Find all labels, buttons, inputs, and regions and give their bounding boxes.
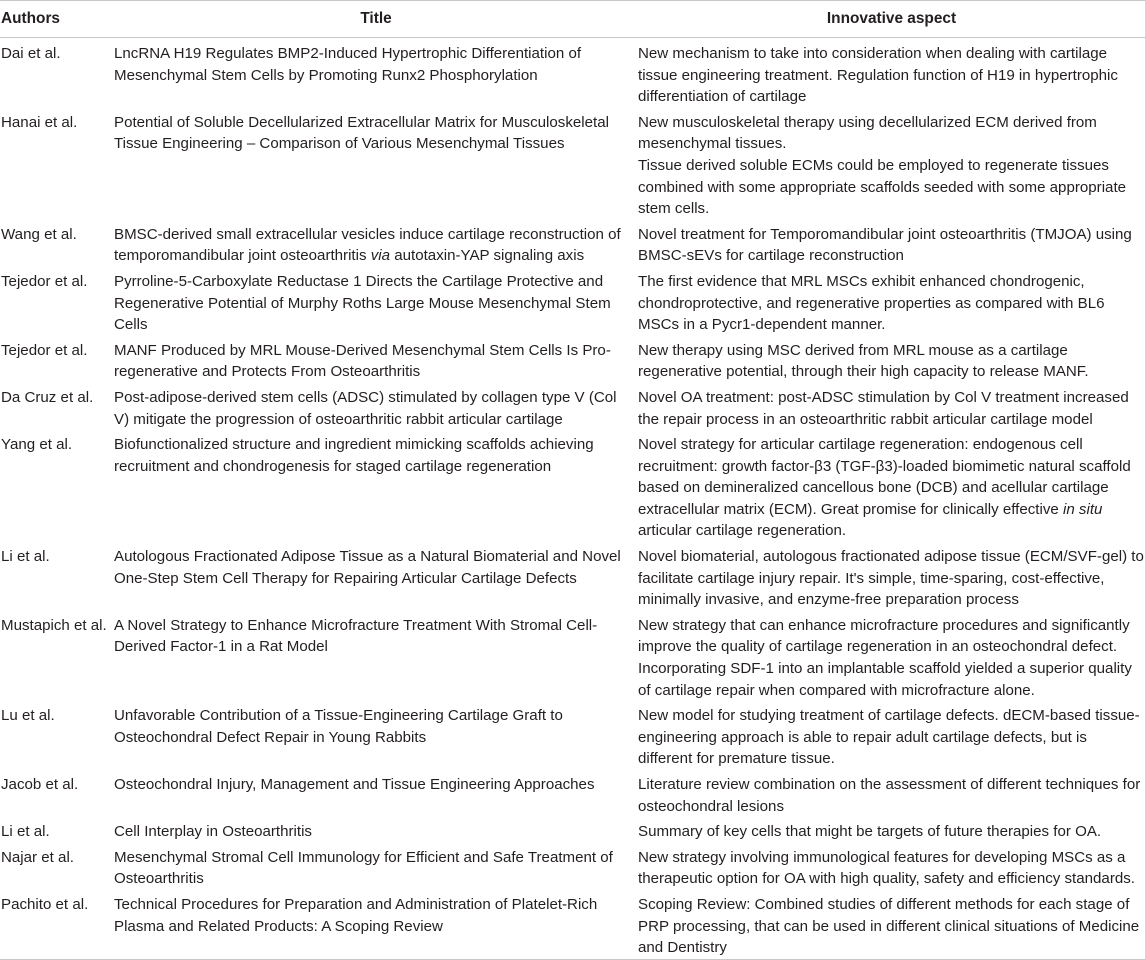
authors-header: Authors — [0, 1, 114, 38]
authors-cell: Li et al. — [1, 548, 50, 566]
title-text: BMSC-derived small extracellular vesicles induce cartilage reconstruction of temporomandibular joint osteoarthritis — [114, 225, 621, 265]
title-cell: Potential of Soluble Decellularized Extracellular Matrix for Musculoskeletal Tissue Engineering – Comparison of Various Mesenchymal Tissues — [114, 113, 609, 153]
innovative-cell: New therapy using MSC derived from MRL mouse as a cartilage regenerative potential, through their high capacity to release MANF. — [638, 341, 1089, 381]
title-cell: Mesenchymal Stromal Cell Immunology for Efficient and Safe Treatment of Osteoarthritis — [114, 848, 613, 888]
title-cell: MANF Produced by MRL Mouse-Derived Mesenchymal Stem Cells Is Pro-regenerative and Protects From Osteoarthritis — [114, 341, 611, 381]
authors-cell: Najar et al. — [1, 848, 74, 866]
innovative-paragraph: New strategy that can enhance microfracture procedures and significantly improve the quality of cartilage regeneration in an osteochondral defect. — [638, 616, 1130, 656]
title-cell: Pyrroline-5-Carboxylate Reductase 1 Directs the Cartilage Protective and Regenerative Potential of Murphy Roths Large Mouse Mesenchymal Stem Cells — [114, 272, 611, 334]
table-row — [0, 542, 1145, 611]
innovative-italic: in situ — [1062, 500, 1103, 518]
innovative-cell: Scoping Review: Combined studies of different methods for each stage of PRP processing, that can be used in different clinical situations of Medicine and Dentistry — [638, 890, 1145, 959]
table-row — [0, 890, 1145, 959]
innovative-cell: New strategy involving immunological features for developing MSCs as a therapeutic option for OA with high quality, safety and efficiency standards. — [638, 848, 1135, 888]
title-cell: Post-adipose-derived stem cells (ADSC) stimulated by collagen type V (Col V) mitigate the progression of osteoarthritic rabbit articular cartilage — [114, 388, 617, 428]
innovative-cell: The first evidence that MRL MSCs exhibit enhanced chondrogenic, chondroprotective, and regenerative properties as compared with BL6 MSCs in a Pycr1-dependent manner. — [638, 272, 1105, 334]
authors-cell: Li et al. — [1, 823, 50, 841]
table-row — [0, 267, 1145, 336]
title-cell: Cell Interplay in Osteoarthritis — [114, 823, 312, 841]
innovative-cell — [638, 611, 1145, 701]
authors-cell: Mustapich et al. — [1, 616, 107, 634]
authors-cell: Da Cruz et al. — [1, 388, 94, 406]
table-row — [0, 108, 1145, 220]
innovative-cell: Summary of key cells that might be targets of future therapies for OA. — [638, 823, 1102, 841]
innovative-text: articular cartilage regeneration. — [638, 522, 847, 540]
authors-cell: Hanai et al. — [1, 113, 78, 131]
innovative-paragraph: Incorporating SDF-1 into an implantable scaffold yielded a superior quality of cartilage repair when compared with microfracture alone. — [638, 660, 1132, 699]
innovative-cell: Novel biomaterial, autologous fractionated adipose tissue (ECM/SVF-gel) to facilitate cartilage injury repair. It's simple, time-sparing, cost-effective, minimally invasive, and enzyme-free preparation process — [638, 548, 1144, 609]
innovative-paragraph: Tissue derived soluble ECMs could be employed to regenerate tissues combined with some appropriate scaffolds seeded with some appropriate stem cells. — [638, 156, 1127, 218]
table-row — [0, 38, 1145, 108]
authors-cell: Pachito et al. — [0, 890, 114, 959]
innovative-header: Innovative aspect — [638, 1, 1145, 38]
title-text: autotaxin-YAP signaling axis — [390, 247, 585, 265]
table-row — [0, 220, 1145, 267]
title-cell: Biofunctionalized structure and ingredient mimicking scaffolds achieving recruitment and chondrogenesis for staged cartilage regeneration — [114, 436, 594, 475]
innovative-paragraph: New musculoskeletal therapy using decellularized ECM derived from mesenchymal tissues. — [638, 113, 1097, 153]
authors-cell: Lu et al. — [1, 707, 55, 725]
table-row — [0, 430, 1145, 542]
title-cell: A Novel Strategy to Enhance Microfracture Treatment With Stromal Cell-Derived Factor-1 in a Rat Model — [114, 616, 598, 656]
table-row — [0, 843, 1145, 890]
authors-cell: Dai et al. — [1, 45, 61, 62]
title-cell: Unfavorable Contribution of a Tissue-Engineering Cartilage Graft to Osteochondral Defect Repair in Young Rabbits — [114, 707, 563, 746]
innovative-text: Novel strategy for articular cartilage regeneration: endogenous cell recruitment: growth factor-β3 (TGF-β3)-loaded biomimetic natural scaffold based on demineralized cancellous bone (DCB) and acellular cartilage extracellular matrix (ECM). Great promise for clinically effective — [638, 436, 1131, 518]
authors-cell: Jacob et al. — [1, 776, 79, 793]
table-row — [0, 383, 1145, 430]
innovative-cell: Literature review combination on the assessment of different techniques for osteochondral lesions — [638, 776, 1141, 815]
table-row — [0, 336, 1145, 383]
title-cell: Autologous Fractionated Adipose Tissue as a Natural Biomaterial and Novel One-Step Stem Cell Therapy for Repairing Articular Cartilage Defects — [114, 548, 621, 587]
authors-cell: Tejedor et al. — [1, 341, 88, 359]
title-cell — [114, 220, 638, 267]
title-cell: LncRNA H19 Regulates BMP2-Induced Hypertrophic Differentiation of Mesenchymal Stem Cells by Promoting Runx2 Phosphorylation — [114, 45, 582, 84]
authors-cell: Tejedor et al. — [1, 272, 88, 290]
table-row — [0, 770, 1145, 817]
title-header: Title — [114, 1, 638, 38]
innovative-cell — [638, 108, 1145, 220]
innovative-cell — [638, 430, 1145, 542]
innovative-cell: Novel OA treatment: post-ADSC stimulation by Col V treatment increased the repair process in an osteoarthritic rabbit articular cartilage model — [638, 388, 1129, 428]
table-row — [0, 611, 1145, 701]
header-row — [0, 1, 1145, 38]
title-italic: via — [370, 247, 391, 265]
title-cell: Osteochondral Injury, Management and Tissue Engineering Approaches — [114, 776, 595, 793]
table-row — [0, 701, 1145, 770]
table-row — [0, 817, 1145, 843]
innovative-cell: New mechanism to take into consideration when dealing with cartilage tissue engineering treatment. Regulation function of H19 in hypertrophic differentiation of cartilage — [638, 45, 1118, 106]
innovative-cell: New model for studying treatment of cartilage defects. dECM-based tissue-engineering approach is able to repair adult cartilage defects, but is different for premature tissue. — [638, 707, 1140, 768]
authors-cell: Wang et al. — [1, 225, 77, 243]
authors-cell: Yang et al. — [1, 436, 73, 454]
title-cell: Technical Procedures for Preparation and Administration of Platelet-Rich Plasma and Related Products: A Scoping Review — [114, 890, 638, 959]
innovative-cell: Novel treatment for Temporomandibular joint osteoarthritis (TMJOA) using BMSC-sEVs for cartilage reconstruction — [638, 225, 1132, 265]
